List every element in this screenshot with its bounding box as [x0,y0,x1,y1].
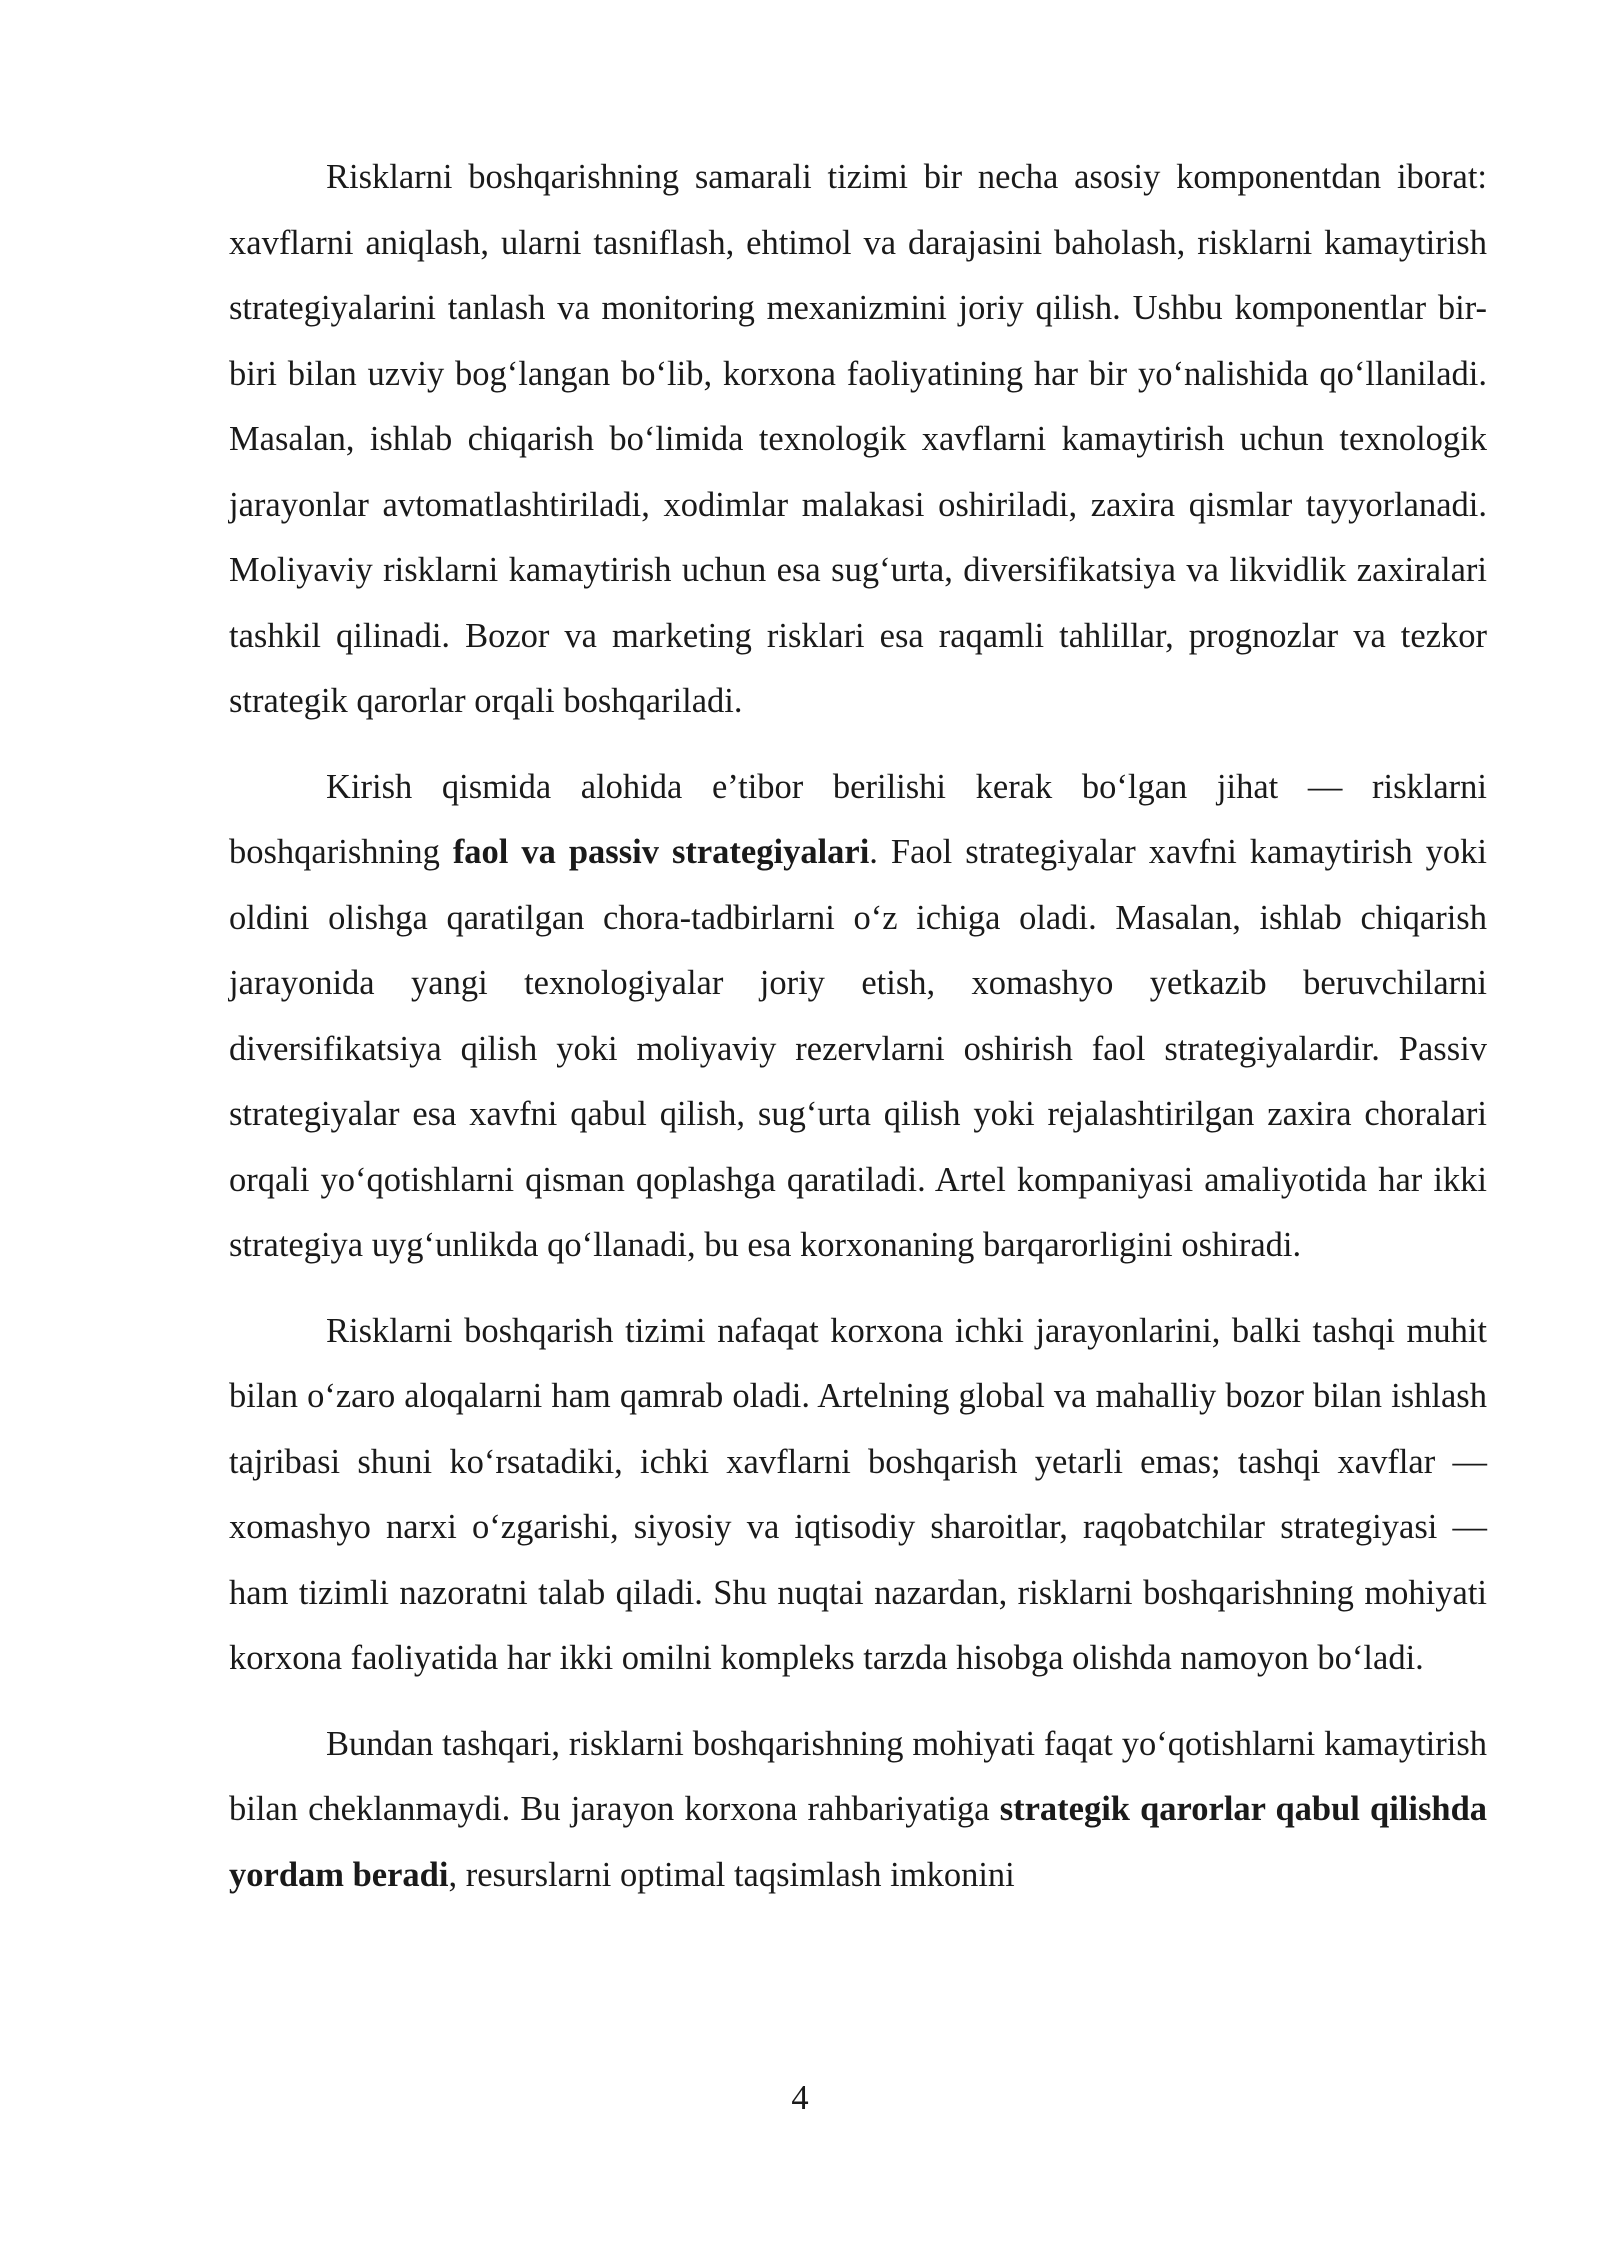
paragraph-4-text-a: Bundan tashqari, risklarni boshqarishning mohiyati faqat yo‘qotishlarni kamaytirish bilan cheklanmaydi. Bu jarayon korxona rahbariyatiga [229,1724,1487,1828]
paragraph-4-text-b: , resurslarni optimal taqsimlash imkonini [448,1855,1015,1894]
paragraph-2-bold-phrase: faol va passiv strategiyalari [452,833,870,871]
paragraph-4 [229,1712,1487,1909]
paragraph-1-text: Risklarni boshqarishning samarali tizimi bir necha asosiy komponentdan iborat: xavflarni aniqlash, ularni tasniflash, ehtimol va darajasini baholash, risklarni kamaytirish strategiyalarini tanlash va monitoring mexanizmini joriy qilish. Ushbu komponentlar bir-biri bilan uzviy bog‘langan bo‘lib, korxona faoliyatining har bir yo‘nalishida qo‘llaniladi. Masalan, ishlab chiqarish bo‘limida texnologik xavflarni kamaytirish uchun texnologik jarayonlar avtomatlashtiriladi, xodimlar malakasi oshiriladi, zaxira qismlar tayyorlanadi. Moliyaviy risklarni kamaytirish uchun esa sug‘urta, diversifikatsiya va likvidlik zaxiralari tashkil qilinadi. Bozor va marketing risklari esa raqamli tahlillar, prognozlar va tezkor strategik qarorlar orqali boshqariladi. [229,158,1487,720]
paragraph-3-text: Risklarni boshqarish tizimi nafaqat korxona ichki jarayonlarini, balki tashqi muhit bilan o‘zaro aloqalarni ham qamrab oladi. Artelning global va mahalliy bozor bilan ishlash tajribasi shuni ko‘rsatadiki, ichki xavflarni boshqarish yetarli emas; tashqi xavflar — xomashyo narxi o‘zgarishi, siyosiy va iqtisodiy sharoitlar, raqobatchilar strategiyasi — ham tizimli nazoratni talab qiladi. Shu nuqtai nazardan, risklarni boshqarishning mohiyati korxona faoliyatida har ikki omilni kompleks tarzda hisobga olishda namoyon bo‘ladi. [229,1311,1487,1677]
paragraph-1 [229,145,1487,735]
paragraph-4-bold-phrase: strategik qarorlar qabul qilishda yordam beradi [229,1790,1487,1894]
document-page [229,145,1487,2095]
paragraph-3 [229,1299,1487,1692]
paragraph-2-text-b: . Faol strategiyalar xavfni kamaytirish yoki oldini olishga qaratilgan chora-tadbirlarni o‘z ichiga oladi. Masalan, ishlab chiqarish jarayonida yangi texnologiyalar joriy etish, xomashyo yetkazib beruvchilarni diversifikatsiya qilish yoki moliyaviy rezervlarni oshirish faol strategiyalardir. Passiv strategiyalar esa xavfni qabul qilish, sug‘urta qilish yoki rejalashtirilgan zaxira choralari orqali yo‘qotishlarni qisman qoplashga qaratiladi. Artel kompaniyasi amaliyotida har ikki strategiya uyg‘unlikda qo‘llanadi, bu esa korxonaning barqarorligini oshiradi. [229,833,1488,1264]
page-number: 4 [791,2079,809,2117]
paragraph-2-text-a: Kirish qismida alohida e’tibor berilishi kerak bo‘lgan jihat — risklarni boshqarishning [229,767,1487,871]
paragraph-2 [229,755,1487,1279]
